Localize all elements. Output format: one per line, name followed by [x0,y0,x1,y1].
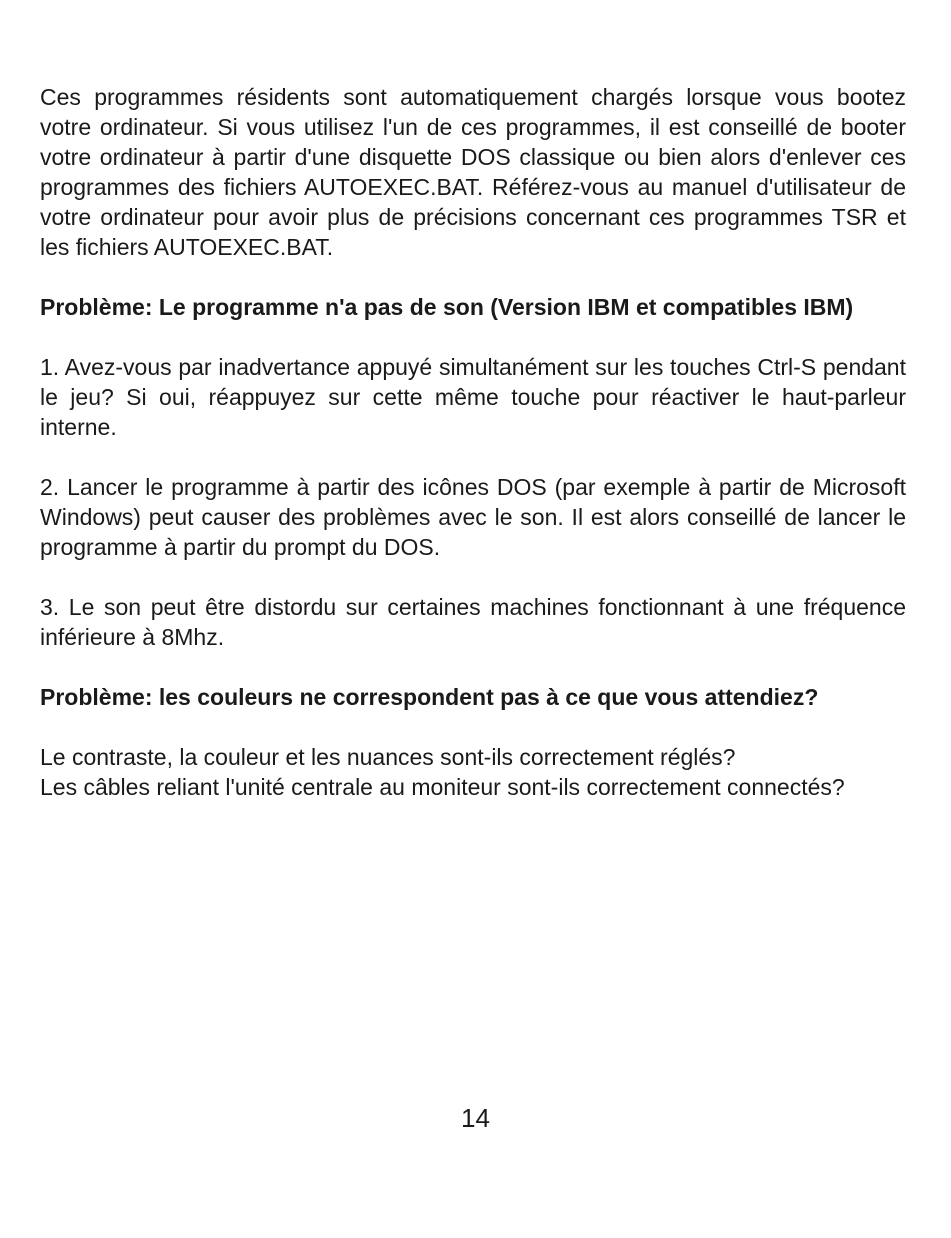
colors-line-1: Le contraste, la couleur et les nuances sont-ils correctement réglés? [40,744,736,770]
sound-item-1: 1. Avez-vous par inadvertance appuyé simultanément sur les touches Ctrl-S pendant le jeu? Si oui, réappuyez sur cette même touche pour réactiver le haut-parleur interne. [40,354,906,440]
page-number: 14 [461,1103,490,1133]
sound-item-3: 3. Le son peut être distordu sur certaines machines fonctionnant à une fréquence inférieure à 8Mhz. [40,594,906,650]
heading-colors: Problème: les couleurs ne correspondent pas à ce que vous attendiez? [40,684,819,710]
sound-item-2: 2. Lancer le programme à partir des icônes DOS (par exemple à partir de Microsoft Windows) peut causer des problèmes avec le son. Il est alors conseillé de lancer le programme à partir du prompt du DOS. [40,474,906,560]
colors-line-2: Les câbles reliant l'unité centrale au moniteur sont-ils correctement connectés? [40,774,845,800]
intro-paragraph: Ces programmes résidents sont automatiquement chargés lorsque vous bootez votre ordinateur. Si vous utilisez l'un de ces programmes, il est conseillé de booter votre ordinateur à partir d'une disquette DOS classique ou bien alors d'enlever ces programmes des fichiers AUTOEXEC.BAT. Référez-vous au manuel d'utilisateur de votre ordinateur pour avoir plus de précisions concernant ces programmes TSR et les fichiers AUTOEXEC.BAT. [40,84,906,260]
heading-no-sound: Problème: Le programme n'a pas de son (Version IBM et compatibles IBM) [40,294,854,320]
colors-paragraph [40,742,906,802]
document-page [40,82,906,802]
